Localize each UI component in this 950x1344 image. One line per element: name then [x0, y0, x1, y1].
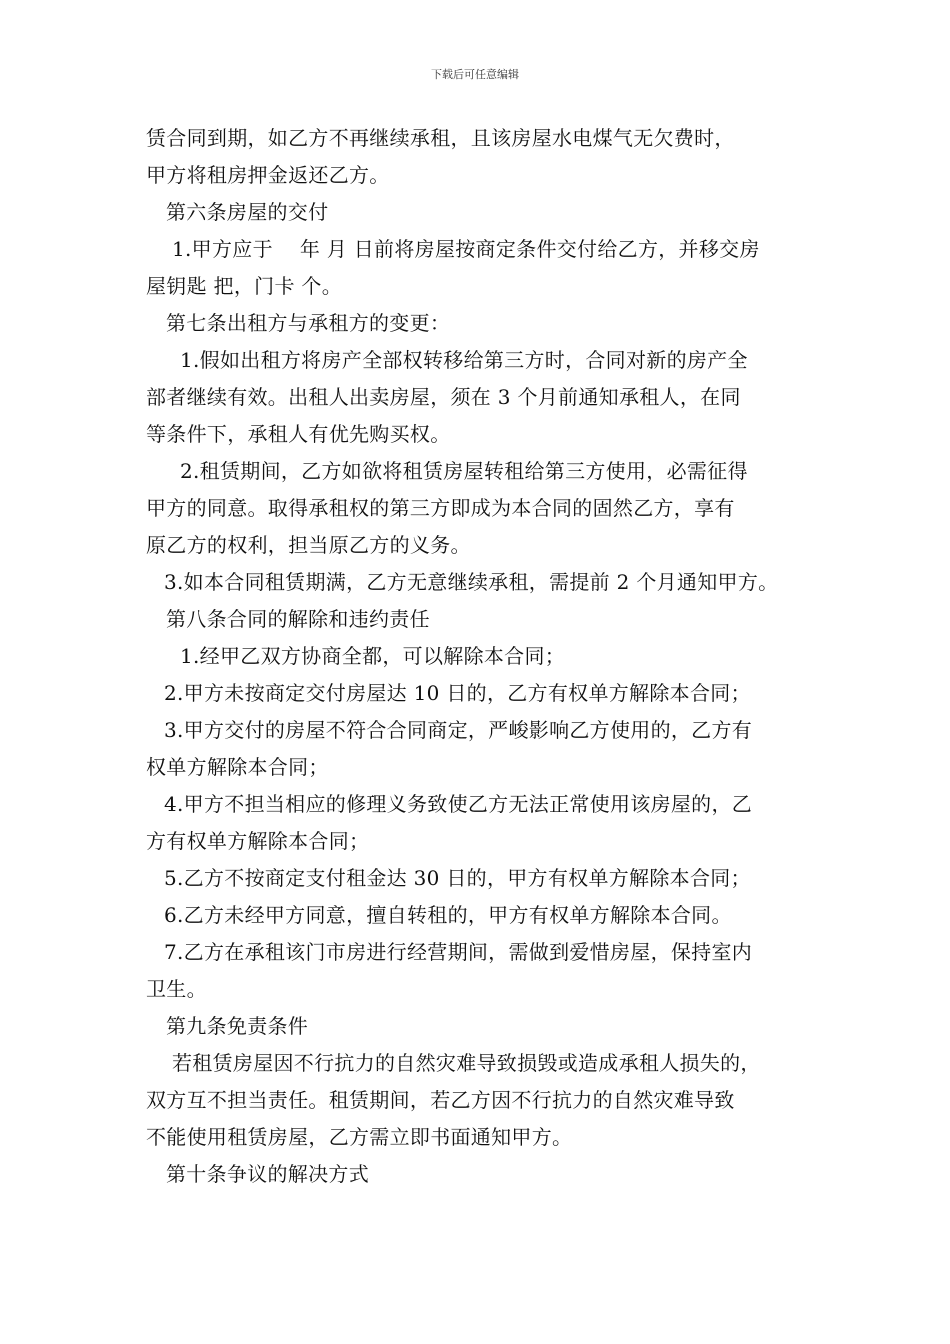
- text-line: 方有权单方解除本合同；: [146, 829, 370, 853]
- text-line: 6.乙方未经甲方同意，擅自转租的，甲方有权单方解除本合同。: [164, 903, 732, 927]
- text-line: 卫生。: [146, 977, 207, 1001]
- text-line: 3.如本合同租赁期满，乙方无意继续承租，需提前 2 个月通知甲方。: [164, 570, 779, 594]
- text-line: 7.乙方在承租该门市房进行经营期间，需做到爱惜房屋，保持室内: [164, 940, 753, 964]
- text-line: 等条件下，承租人有优先购买权。: [146, 422, 451, 446]
- text-line: 第九条免责条件: [166, 1014, 309, 1038]
- text-line: 甲方的同意。取得承租权的第三方即成为本合同的固然乙方，享有: [146, 496, 735, 520]
- text-line: 赁合同到期，如乙方不再继续承租，且该房屋水电煤气无欠费时，: [146, 126, 735, 150]
- text-line: 2.甲方未按商定交付房屋达 10 日的，乙方有权单方解除本合同；: [164, 681, 751, 705]
- text-line: 3.甲方交付的房屋不符合合同商定，严峻影响乙方使用的，乙方有: [164, 718, 753, 742]
- text-line: 若租赁房屋因不行抗力的自然灾难导致损毁或造成承租人损失的，: [172, 1051, 761, 1075]
- text-line: 权单方解除本合同；: [146, 755, 329, 779]
- text-line: 甲方将租房押金返还乙方。: [146, 163, 390, 187]
- text-line: 不能使用租赁房屋，乙方需立即书面通知甲方。: [146, 1125, 573, 1149]
- text-line: 第八条合同的解除和违约责任: [166, 607, 430, 631]
- text-line: 第十条争议的解决方式: [166, 1162, 369, 1186]
- text-line: 1.经甲乙双方协商全都，可以解除本合同；: [180, 644, 566, 668]
- text-line: 原乙方的权利，担当原乙方的义务。: [146, 533, 471, 557]
- text-line: 第七条出租方与承租方的变更：: [166, 311, 451, 335]
- text-line: 屋钥匙 把，门卡 个。: [146, 274, 343, 298]
- page-header: 下载后可任意编辑: [431, 68, 519, 81]
- text-line: 双方互不担当责任。租赁期间，若乙方因不行抗力的自然灾难导致: [146, 1088, 735, 1112]
- text-line: 第六条房屋的交付: [166, 200, 329, 224]
- text-line: 1.甲方应于 年 月 日前将房屋按商定条件交付给乙方，并移交房: [172, 237, 760, 261]
- text-line: 2.租赁期间，乙方如欲将租赁房屋转租给第三方使用，必需征得: [180, 459, 748, 483]
- text-line: 4.甲方不担当相应的修理义务致使乙方无法正常使用该房屋的，乙: [164, 792, 753, 816]
- text-line: 部者继续有效。出租人出卖房屋，须在 3 个月前通知承租人，在同: [146, 385, 741, 409]
- text-line: 5.乙方不按商定支付租金达 30 日的，甲方有权单方解除本合同；: [164, 866, 751, 890]
- document-body: [146, 120, 822, 1193]
- text-line: 1.假如出租方将房产全部权转移给第三方时，合同对新的房产全: [180, 348, 748, 372]
